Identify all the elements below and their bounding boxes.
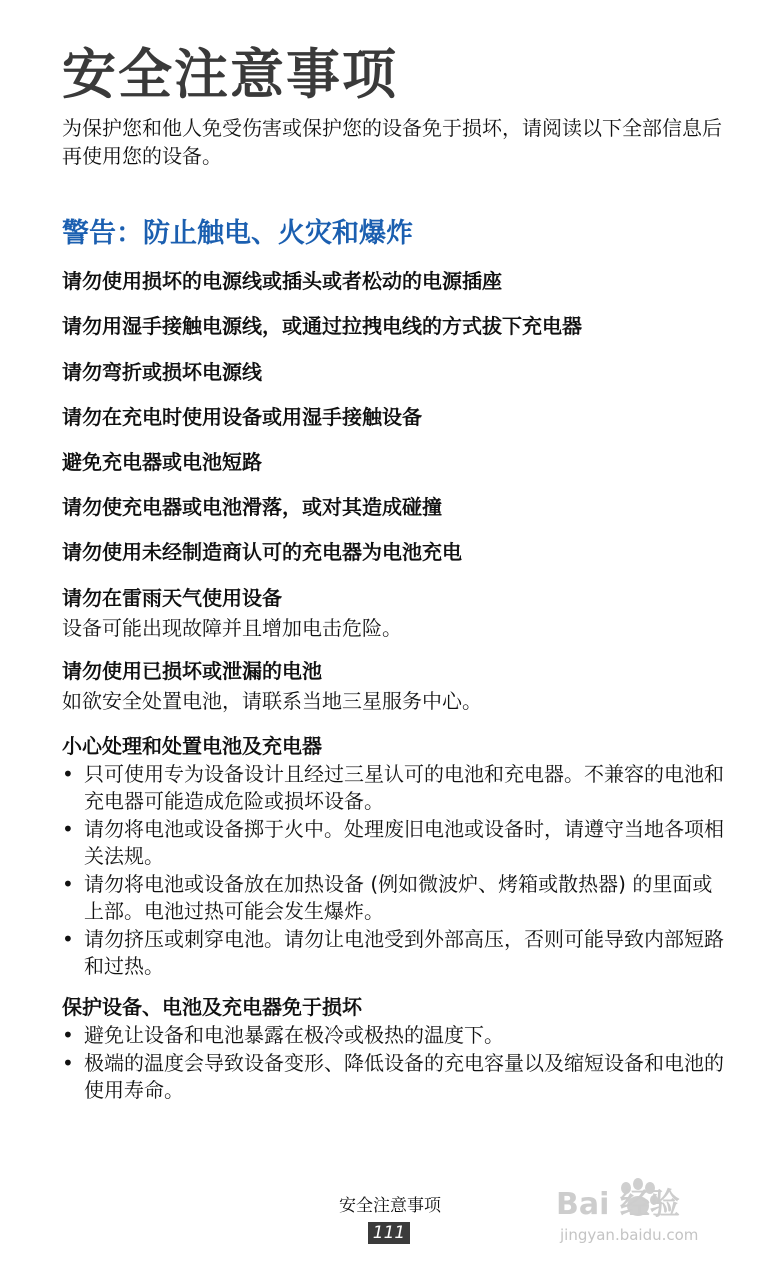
protect-section	[62, 992, 732, 1105]
bullet-glyph: •	[62, 872, 74, 896]
list-item	[62, 761, 732, 815]
list-item-text: 请勿将电池或设备放在加热设备 (例如微波炉、烤箱或散热器) 的里面或上部。电池过热可能会发生爆炸。	[84, 872, 713, 923]
list-item-text: 只可使用专为设备设计且经过三星认可的电池和充电器。不兼容的电池和充电器可能造成危险或损坏设备。	[84, 762, 724, 813]
list-item	[62, 816, 732, 870]
list-item-text: 极端的温度会导致设备变形、降低设备的充电容量以及缩短设备和电池的使用寿命。	[84, 1051, 724, 1102]
rule-item	[62, 537, 732, 567]
list-item-text: 避免让设备和电池暴露在极冷或极热的温度下。	[84, 1023, 504, 1047]
rule-item	[62, 492, 732, 522]
rule-description: 设备可能出现故障并且增加电击危险。	[62, 616, 402, 640]
rule-text: 请勿使用未经制造商认可的充电器为电池充电	[62, 540, 462, 564]
rule-item	[62, 447, 732, 477]
rule-text: 请勿使用损坏的电源线或插头或者松动的电源插座	[62, 269, 502, 293]
warning-heading: 警告：防止触电、火灾和爆炸	[62, 218, 413, 249]
rule-heading: 请勿在雷雨天气使用设备	[62, 586, 282, 610]
list-item-text: 请勿挤压或刺穿电池。请勿让电池受到外部高压，否则可能导致内部短路和过热。	[84, 927, 724, 978]
rule-text: 请勿使充电器或电池滑落，或对其造成碰撞	[62, 495, 442, 519]
rule-text: 避免充电器或电池短路	[62, 450, 262, 474]
rule-battery	[62, 656, 732, 716]
page-number: 111	[368, 1222, 410, 1244]
bullet-glyph: •	[62, 1023, 74, 1047]
watermark-logo-text: Bai 经验	[556, 1187, 680, 1222]
bullet-glyph: •	[62, 762, 74, 786]
list-item-text: 请勿将电池或设备掷于火中。处理废旧电池或设备时，请遵守当地各项相关法规。	[84, 817, 724, 868]
list-item	[62, 871, 732, 925]
baidu-paw-logo-icon	[556, 1178, 736, 1222]
watermark-url: jingyan.baidu.com	[560, 1226, 699, 1244]
rule-thunder	[62, 583, 732, 643]
list-item	[62, 1022, 732, 1049]
intro-paragraph: 为保护您和他人免受伤害或保护您的设备免于损坏，请阅读以下全部信息后再使用您的设备。	[62, 116, 722, 168]
rule-text: 请勿用湿手接触电源线，或通过拉拽电线的方式拔下充电器	[62, 314, 582, 338]
rule-text: 请勿弯折或损坏电源线	[62, 360, 262, 384]
rule-item	[62, 266, 732, 296]
footer-section-label: 安全注意事项	[339, 1196, 441, 1216]
section-heading: 保护设备、电池及充电器免于损坏	[62, 995, 362, 1019]
bullet-list	[62, 1022, 732, 1104]
rule-heading: 请勿使用已损坏或泄漏的电池	[62, 659, 322, 683]
rule-text: 请勿在充电时使用设备或用湿手接触设备	[62, 405, 422, 429]
bullet-list	[62, 761, 732, 980]
section-heading: 小心处理和处置电池及充电器	[62, 734, 322, 758]
baidu-watermark	[556, 1170, 766, 1250]
list-item	[62, 926, 732, 980]
rule-description: 如欲安全处置电池，请联系当地三星服务中心。	[62, 689, 482, 713]
rule-item	[62, 357, 732, 387]
rule-item	[62, 311, 732, 341]
handling-section	[62, 731, 732, 981]
rule-item	[62, 402, 732, 432]
list-item	[62, 1050, 732, 1104]
bullet-glyph: •	[62, 927, 74, 951]
bullet-glyph: •	[62, 817, 74, 841]
bullet-glyph: •	[62, 1051, 74, 1075]
page-title: 安全注意事项	[62, 43, 398, 106]
